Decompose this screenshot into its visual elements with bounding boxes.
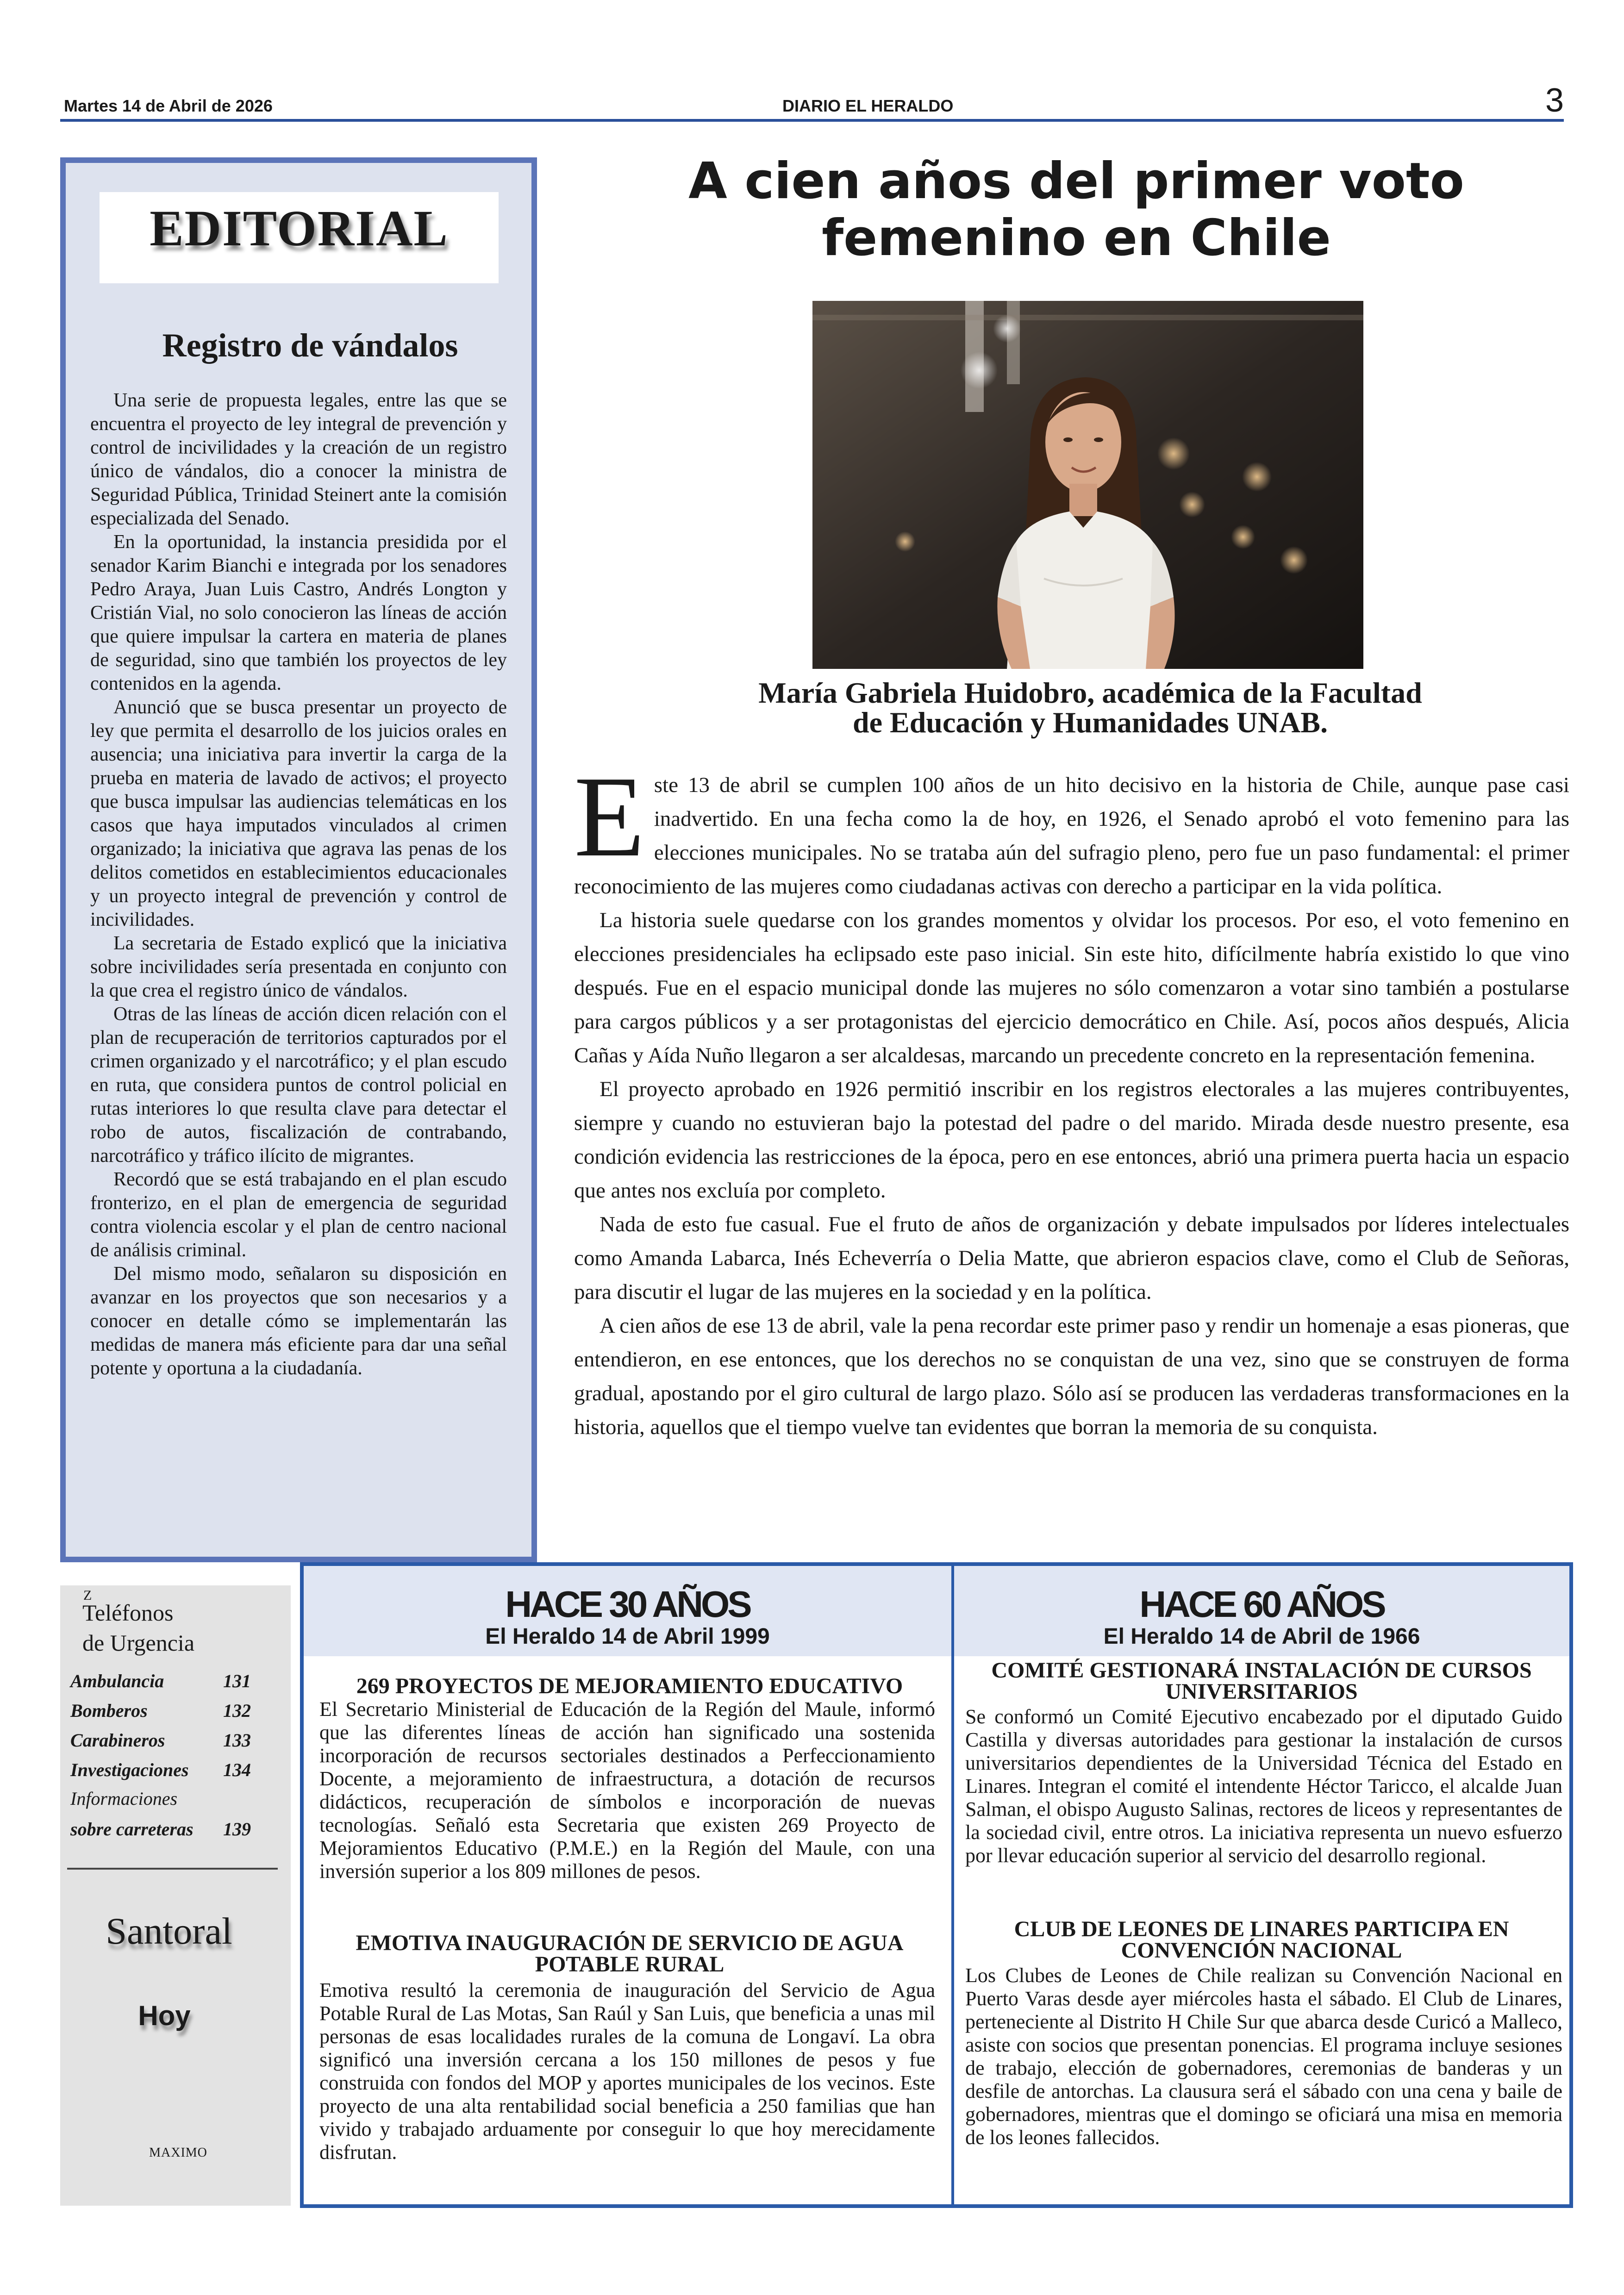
article-paragraph: Nada de esto fue casual. Fue el fruto de años de organización y debate impulsados por líderes intelectuales como Amanda Labarca, Inés Echeverría o Delia Matte, que abrieron espacios clave, como el Club de Señoras, para discutir el lugar de las mujeres en la sociedad y en la política. [574, 1212, 1569, 1304]
hace30-story2-body: Emotiva resultó la ceremonia de inauguración del Servicio de Agua Potable Rural de Las Motas, San Raúl y San Luis, que beneficia a unas mil personas de esas localidades rurales de la comuna de Longaví. La obra significó una inversión cercana a los 150 millones de pesos y fue construida con fondos del MOP y aportes municipales de los vecinos. Este proyecto de una alta rentabilidad social beneficia a 250 familias que han vivido y trabajado arduamente por conseguir lo que hoy merecidamente disfrutan. [319, 1979, 935, 2164]
phone-row [70, 1818, 265, 1840]
editorial-paragraph: Anunció que se busca presentar un proyecto de ley que permita el desarrollo de los juicios orales en ausencia; una iniciativa para invertir la carga de la prueba en materia de lavado de activos; el proyecto que busca impulsar las audiencias telemáticas en los casos que haya imputados vinculados al crimen organizado; la iniciativa que agrava las penas de los delitos cometidos en establecimientos educacionales y un proyecto integral de prevención y control de incivilidades. [90, 697, 507, 930]
phone-row [70, 1700, 265, 1721]
hace60-subtitle: El Heraldo 14 de Abril de 1966 [1103, 1624, 1420, 1649]
phone-name: Ambulancia [70, 1671, 164, 1691]
first-paragraph-text: ste 13 de abril se cumplen 100 años de un hito decisivo en la historia de Chile, aunque pase casi inadvertido. En una fecha como la de hoy, en 1926, el Senado aprobó el voto femenino para las elecciones municipales. No se trataba aún del sufragio pleno, pero fue un paso fundamental: el primer reconocimiento de las mujeres como ciudadanas activas con derecho a participar en la vida política. [574, 773, 1569, 898]
hace60-story2-body: Los Clubes de Leones de Chile realizan su Convención Nacional en Puerto Varas desde ayer miércoles hasta el sábado. El Club de Linares, perteneciente al Distrito H Chile Sur que abarca desde Curicó a Malleco, asiste con socios que presentan ponencias. El programa incluye sesiones de trabajo, elección de gobernadores, ceremonias de banderas y un desfile de antorchas. La clausura será el sábado con una cena y baile de gobernadores, mientras que el domingo se oficiará una misa en memoria de los leones fallecidos. [965, 1964, 1562, 2149]
editorial-title: Registro de vándalos [162, 327, 458, 364]
article-body [574, 753, 1569, 1444]
phone-row [70, 1670, 265, 1692]
article-paragraph: A cien años de ese 13 de abril, vale la pena recordar este primer paso y rendir un homenaje a esas pioneras, que entendieron, en ese entonces, que los derechos no se conquistan de una vez, sino que se construyen de forma gradual, apostando por el giro cultural de largo plazo. Sólo así se producen las verdaderas transformaciones en la historia, aquellos que el tiempo vuelve tan evidentes que borran la memoria de su conquista. [574, 1314, 1569, 1439]
phone-name: sobre carreteras [70, 1819, 194, 1840]
phone-number: 139 [223, 1819, 251, 1840]
hace30-story1-body: El Secretario Ministerial de Educación de la Región del Maule, informó que las diferentes líneas de acción han significado una sostenida incorporación de recursos sectoriales destinados a Perfeccionamiento Docente, a mejoramiento de infraestructura, a dotación de recursos didácticos, recuperación de símbolos e incorporación de nuevas tecnologías. Señaló esta Secretaria que existen 269 Proyecto de Mejoramientos Educativo (P.M.E.) en la Región del Maule, con una inversión superior a los 809 millones de pesos. [319, 1698, 935, 1883]
hace60-story1-title: COMITÉ GESTIONARÁ INSTALACIÓN DE CURSOS UNIVERSITARIOS [991, 1658, 1532, 1704]
article-first-paragraph [574, 753, 1569, 904]
phone-number: 131 [223, 1671, 251, 1691]
phones-title-line: de Urgencia [82, 1630, 195, 1656]
editorial-paragraph: En la oportunidad, la instancia presidida por el senador Karim Bianchi e integrada por los senadores Pedro Araya, Juan Luis Castro, Andrés Longton y Cristián Vial, no solo conocieron las líneas de acción que quiere impulsar la cartera en materia de planes de seguridad, sino que también los proyectos de ley contenidos en la agenda. [90, 531, 507, 694]
phone-row [70, 1759, 265, 1781]
phones-z-mark: Z [83, 1588, 92, 1603]
editorial-paragraph: Una serie de propuesta legales, entre las que se encuentra el proyecto de ley integral de prevención y control de incivilidades y la creación de un registro único de vándalos, dio a conocer la ministra de Seguridad Pública, Trinidad Steinert ante la comisión especializada del Senado. [90, 390, 507, 529]
editorial-paragraph: Recordó que se está trabajando en el plan escudo fronterizo, en el plan de emergencia de seguridad contra violencia escolar y el plan de centro nacional de análisis criminal. [90, 1169, 507, 1261]
editorial-label: EDITORIAL [150, 200, 449, 256]
phones-title [82, 1598, 194, 1658]
author-photo [812, 301, 1363, 669]
phone-number: 134 [223, 1759, 251, 1780]
phone-name: Investigaciones [70, 1759, 189, 1780]
hace30-story1-title: 269 PROYECTOS DE MEJORAMIENTO EDUCATIVO [356, 1674, 903, 1698]
drop-cap: E [574, 753, 645, 881]
page-number: 3 [1545, 82, 1564, 119]
santoral-name: MAXIMO [149, 2145, 207, 2160]
editorial-paragraph: La secretaria de Estado explicó que la iniciativa sobre incivilidades sería presentada en conjunto con la que crea el registro único de vándalos. [90, 933, 507, 1001]
hace60-story2-title: CLUB DE LEONES DE LINARES PARTICIPA EN CONVENCIÓN NACIONAL [1014, 1917, 1509, 1963]
phones-divider [67, 1868, 278, 1870]
santoral-today: Hoy [138, 2000, 191, 2031]
phones-info-label: Informaciones [70, 1788, 178, 1809]
phone-number: 132 [223, 1700, 251, 1721]
phone-row [70, 1729, 265, 1751]
article-paragraph: El proyecto aprobado en 1926 permitió inscribir en los registros electorales a las mujeres contribuyentes, siempre y cuando no estuvieran bajo la potestad del padre o del marido. Mirada desde nuestro presente, esa condición evidencia las restricciones de la época, pero en ese entonces, abrió una primera puerta hacia un espacio que antes nos excluía por completo. [574, 1077, 1569, 1203]
phone-number: 133 [223, 1730, 251, 1751]
hace60-story1-body: Se conformó un Comité Ejecutivo encabezado por el diputado Guido Castilla y diversas autoridades para gestionar la instalación de cursos universitarios dependientes de la Universidad Técnica del Estado en Linares. Integran el comité el intendente Héctor Taricco, el alcalde Juan Salman, el obispo Augusto Salinas, rectores de liceos y representantes de la sociedad civil, entre otros. La iniciativa representa un nuevo esfuerzo por llevar educación superior al servicio del desarrollo regional. [965, 1705, 1562, 1867]
photo-caption [620, 678, 1560, 737]
newspaper-name: DIARIO EL HERALDO [782, 96, 954, 115]
santoral-title: Santoral [106, 1910, 232, 1952]
author-portrait-image [812, 301, 1363, 669]
header-date: Martes 14 de Abril de 2026 [64, 96, 273, 115]
article-paragraph: La historia suele quedarse con los grandes momentos y olvidar los procesos. Por eso, el voto femenino en elecciones presidenciales ha eclipsado este paso inicial. Sin este hito, difícilmente habría existido lo que vino después. Fue en el espacio municipal donde las mujeres no sólo comenzaron a votar sino también a postularse para cargos públicos y a ser protagonistas del ejercicio democrático en Chile. Así, pocos años después, Alicia Cañas y Aída Nuño llegaron a ser alcaldesas, marcando un precedente concreto en la representación femenina. [574, 908, 1569, 1067]
hace30-story2-title: EMOTIVA INAUGURACIÓN DE SERVICIO DE AGUA POTABLE RURAL [356, 1931, 904, 1977]
hace30-subtitle: El Heraldo 14 de Abril 1999 [485, 1624, 770, 1649]
editorial-body [90, 389, 507, 1380]
article-headline: A cien años del primer voto femenino en Chile [688, 152, 1464, 267]
editorial-paragraph: Otras de las líneas de acción dicen relación con el plan de recuperación de territorios capturados por el crimen organizado y el narcotráfico; y el plan escudo en ruta, que considera puntos de control policial en rutas interiores lo que resulta clave para detectar el robo de autos, fiscalización de contrabando, narcotráfico y tráfico ilícito de migrantes. [90, 1004, 507, 1166]
phones-title-line: Teléfonos [82, 1600, 174, 1626]
phone-name: Carabineros [70, 1730, 165, 1751]
phone-name: Bomberos [70, 1700, 148, 1721]
caption-line: de Educación y Humanidades UNAB. [853, 706, 1328, 739]
hace30-title: HACE 30 AÑOS [505, 1584, 750, 1625]
header-rule [60, 119, 1564, 122]
editorial-paragraph: Del mismo modo, señalaron su disposición en avanzar en los proyectos que son necesarios y a conocer en detalle cómo se implementarán las medidas de manera más eficiente para dar una señal potente y oportuna a la ciudadanía. [90, 1263, 507, 1379]
caption-line: María Gabriela Huidobro, académica de la Facultad [758, 676, 1422, 709]
hace60-title: HACE 60 AÑOS [1139, 1584, 1384, 1625]
history-divider [951, 1562, 954, 2208]
